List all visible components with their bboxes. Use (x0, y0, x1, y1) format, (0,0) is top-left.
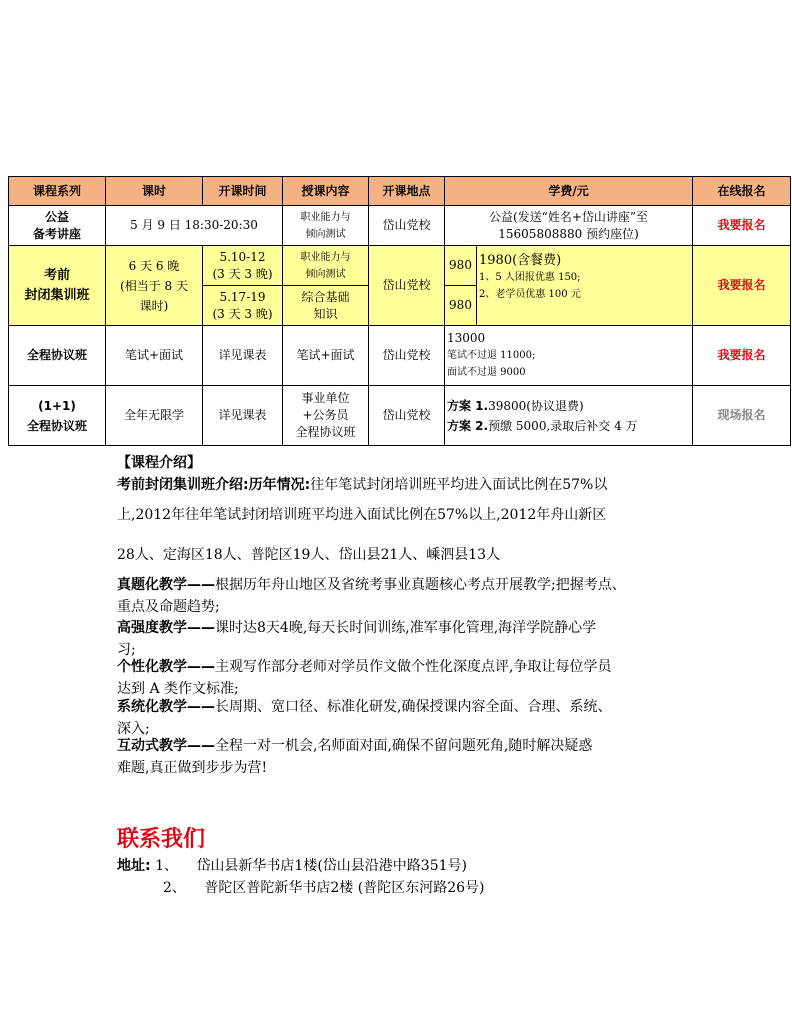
item-title: 真题化教学—— (117, 577, 215, 593)
plan-label: 方案 2. (447, 418, 489, 433)
series-cell (9, 246, 106, 326)
address-line (163, 877, 733, 899)
address-label: 地址: (117, 858, 151, 874)
fee-line: 1980(含餐费) (479, 253, 562, 268)
item-text: 习; (117, 642, 136, 658)
content-cell: 笔试+面试 (283, 326, 369, 386)
item-title: 个性化教学—— (117, 659, 215, 675)
intro-item (117, 735, 687, 779)
contact-title: 联系我们 (117, 827, 206, 852)
fee-plan-2 (447, 416, 690, 436)
series-cell: 全程协议班 (9, 326, 106, 386)
content-line: 综合基础 (301, 289, 350, 304)
item-title: 系统化教学—— (117, 699, 215, 715)
time-cell: 详见课表 (203, 326, 283, 386)
item-text: 主观写作部分老师对学员作文做个性化深度点评,争取让每位学员 (215, 659, 612, 675)
fee-line: 13000 (447, 331, 486, 345)
hours-cell: 笔试+面试 (106, 326, 203, 386)
place-cell: 岱山党校 (369, 386, 445, 446)
time-line: 5.10-12 (219, 249, 266, 264)
intro-lead-bold: 考前封闭集训班介绍:历年情况: (117, 477, 311, 493)
fee-detail-cell (477, 246, 693, 326)
header-time: 开课时间 (203, 177, 283, 206)
hours-line: 课时) (139, 298, 169, 313)
table-header-row (9, 177, 791, 206)
intro-item (117, 656, 687, 700)
time-line: 5.17-19 (219, 289, 266, 304)
table-row (9, 206, 791, 246)
signup-link[interactable]: 我要报名 (693, 326, 791, 386)
content-line: +公务员 (302, 408, 349, 422)
fee-line: 1、5 人团报优惠 150; (479, 272, 581, 283)
address-number: 2、 (163, 880, 186, 896)
item-text: 全程一对一机会,名师面对面,确保不留问题死角,随时解决疑惑 (215, 738, 593, 754)
intro-lead-text: 往年笔试封闭培训班平均进入面试比例在57%以 (310, 477, 608, 493)
intro-lead (117, 474, 687, 496)
signup-link[interactable]: 我要报名 (693, 246, 791, 326)
series-line: 全程协议班 (26, 418, 87, 433)
content-line: 倾向测试 (305, 268, 346, 280)
address-line (117, 855, 687, 877)
content-line: 职业能力与 (300, 251, 351, 263)
item-text: 深入; (117, 721, 150, 737)
series-cell (9, 206, 106, 246)
fee-plan-1 (447, 396, 690, 416)
time-line: (3 天 3 晚) (212, 306, 273, 321)
fee-cell (445, 326, 693, 386)
item-text: 达到 A 类作文标准; (117, 681, 239, 697)
hours-cell (106, 246, 203, 326)
intro-line: 上,2012年往年笔试封闭培训班平均进入面试比例在57%以上,2012年舟山新区 (117, 507, 607, 523)
series-line: 公益 (44, 209, 69, 224)
fee-line: 2、老学员优惠 100 元 (479, 289, 581, 300)
hours-cell: 5 月 9 日 18:30-20:30 (106, 206, 283, 246)
item-text: 重点及命题趋势; (117, 599, 220, 615)
header-signup: 在线报名 (693, 177, 791, 206)
header-content: 授课内容 (283, 177, 369, 206)
header-hours: 课时 (106, 177, 203, 206)
series-line: (1+1) (38, 398, 76, 413)
content-line: 倾向测试 (305, 228, 346, 240)
content-cell (283, 286, 369, 326)
item-title: 互动式教学—— (117, 738, 215, 754)
intro-item (117, 617, 687, 661)
signup-link[interactable]: 现场报名 (693, 386, 791, 446)
content-cell (283, 386, 369, 446)
series-line: 备考讲座 (32, 226, 81, 241)
table-row (9, 246, 791, 286)
content-line: 知识 (313, 306, 338, 321)
time-cell (203, 246, 283, 286)
intro-line: 28人、定海区18人、普陀区19人、岱山县21人、嵊泗县13人 (117, 547, 501, 563)
fee-cell (445, 386, 693, 446)
content-line: 全程协议班 (295, 425, 356, 439)
hours-cell: 全年无限学 (106, 386, 203, 446)
item-text: 长周期、宽口径、标准化研发,确保授课内容全面、合理、系统、 (215, 699, 612, 715)
signup-link[interactable]: 我要报名 (693, 206, 791, 246)
series-line: 封闭集训班 (24, 287, 90, 303)
table-row (9, 386, 791, 446)
header-series: 课程系列 (9, 177, 106, 206)
course-table (8, 176, 791, 446)
time-cell (203, 286, 283, 326)
address-number: 1、 (155, 858, 178, 874)
hours-line: (相当于 8 天 (120, 278, 188, 293)
item-text: 难题,真正做到步步为营! (117, 760, 268, 776)
header-place: 开课地点 (369, 177, 445, 206)
address-text: 普陀区普陀新华书店2楼 (普陀区东河路26号) (204, 880, 485, 896)
fee-line: 公益(发送“姓名+岱山讲座”至 (489, 209, 649, 224)
header-fee: 学费/元 (445, 177, 693, 206)
time-line: (3 天 3 晚) (212, 266, 273, 281)
plan-text: 39800(协议退费) (488, 398, 584, 413)
plan-label: 方案 1. (447, 398, 489, 413)
item-text: 课时达8天4晚,每天长时间训练,准军事化管理,海洋学院静心学 (215, 620, 597, 636)
hours-line: 6 天 6 晚 (128, 258, 180, 273)
fee-amount-cell: 980 (445, 246, 477, 286)
fee-cell (445, 206, 693, 246)
series-line: 考前 (43, 267, 70, 283)
time-cell: 详见课表 (203, 386, 283, 446)
place-cell: 岱山党校 (369, 206, 445, 246)
series-cell (9, 386, 106, 446)
intro-heading: 【课程介绍】 (117, 455, 201, 471)
plan-text: 预缴 5000,录取后补交 4 万 (488, 418, 638, 433)
table-row (9, 326, 791, 386)
content-line: 职业能力与 (300, 211, 351, 223)
content-cell (283, 246, 369, 286)
fee-line: 笔试不过退 11000; (447, 350, 536, 361)
fee-amount-cell: 980 (445, 286, 477, 326)
fee-line: 15605808880 预约座位) (498, 226, 639, 241)
intro-item (117, 696, 687, 740)
fee-line: 面试不过退 9000 (447, 367, 526, 378)
address-text: 岱山县新华书店1楼(岱山县沿港中路351号) (196, 858, 467, 874)
item-title: 高强度教学—— (117, 620, 215, 636)
place-cell: 岱山党校 (369, 246, 445, 326)
content-line: 事业单位 (301, 391, 350, 405)
place-cell: 岱山党校 (369, 326, 445, 386)
content-cell (283, 206, 369, 246)
item-text: 根据历年舟山地区及省统考事业真题核心考点开展教学;把握考点、 (215, 577, 626, 593)
intro-item (117, 574, 687, 618)
